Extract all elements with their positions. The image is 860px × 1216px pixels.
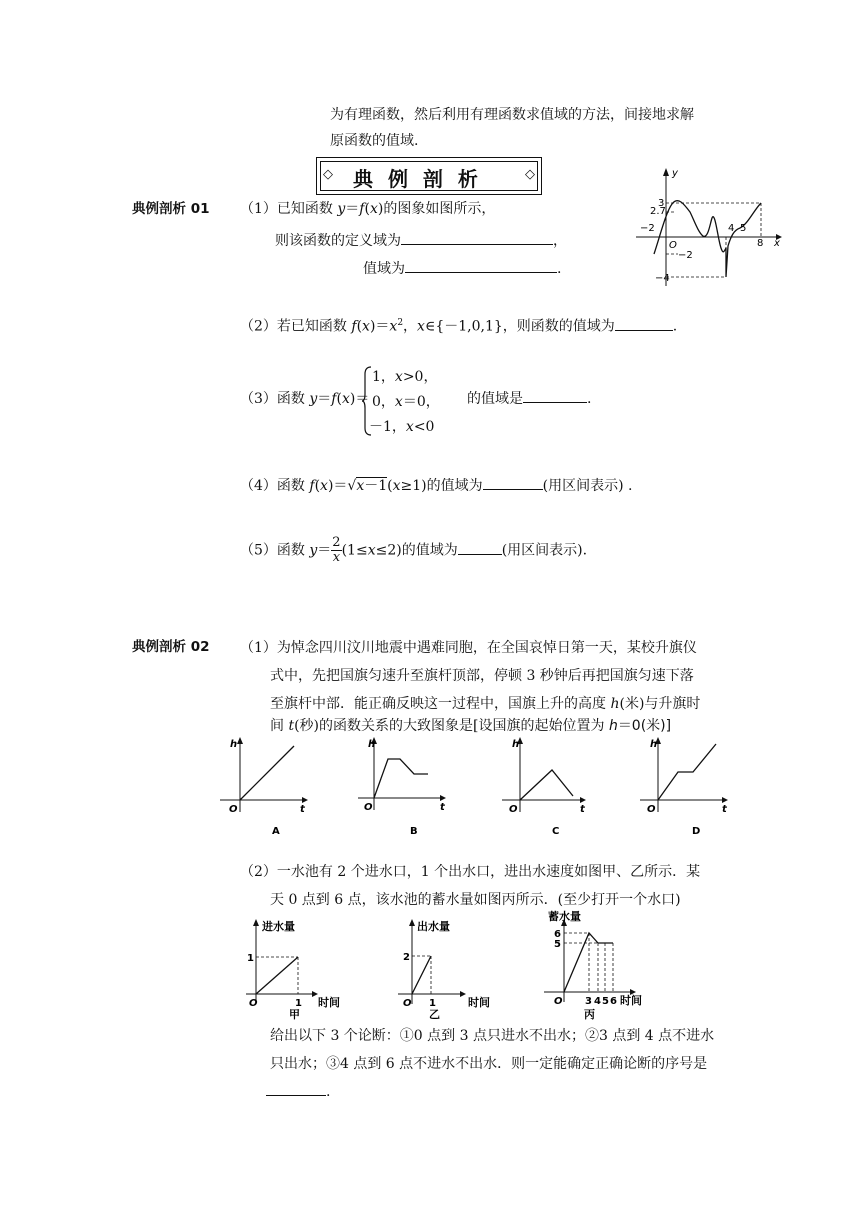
question-number: （4） bbox=[240, 478, 277, 494]
question-number: （5） bbox=[240, 542, 277, 559]
axis-label: t bbox=[722, 804, 727, 815]
origin-label: O bbox=[509, 804, 518, 815]
text: 已知函数 bbox=[276, 201, 338, 217]
ex01-q2: （2）若已知函数 $f(x)=x^2$，x∈{－1,0,1}，则函数的值域为 . bbox=[240, 310, 677, 340]
axis-label: t bbox=[300, 804, 305, 815]
axis-label: h bbox=[368, 739, 376, 750]
origin-label: O bbox=[229, 804, 238, 815]
answer-blank[interactable] bbox=[483, 473, 543, 490]
answer-blank[interactable] bbox=[405, 256, 557, 273]
axis-label: 出水量 bbox=[417, 920, 450, 933]
tick-label: −4 bbox=[655, 273, 670, 284]
denominator: x bbox=[332, 550, 341, 565]
diamond-icon: ◇ bbox=[525, 167, 535, 182]
text: ＝0(米)] bbox=[617, 718, 672, 734]
text: ≥1)的值域为 bbox=[400, 478, 483, 494]
tick-label: 5 bbox=[740, 223, 747, 234]
math-var: x bbox=[394, 394, 403, 410]
ex01-q4: （4）函数 f(x)＝√x－1(x≥1)的值域为 (用区间表示) . bbox=[240, 473, 632, 499]
math-op: ＝ bbox=[333, 478, 348, 494]
math-var: x bbox=[405, 419, 414, 435]
math-var: y bbox=[337, 201, 346, 217]
text: 的图象如图所示， bbox=[383, 201, 496, 217]
graph-bing bbox=[544, 910, 642, 1021]
math-var: f bbox=[359, 201, 365, 217]
text: . bbox=[672, 318, 678, 335]
math-var: x bbox=[356, 478, 365, 494]
graph-caption: 乙 bbox=[429, 1008, 440, 1021]
math-var: x bbox=[367, 542, 376, 559]
tick-label: −2 bbox=[640, 223, 655, 234]
tick-label: 8 bbox=[757, 238, 764, 249]
answer-blank[interactable] bbox=[523, 386, 587, 403]
ex01-q1-line2 bbox=[275, 228, 567, 254]
text: (用区间表示). bbox=[501, 542, 588, 559]
answer-blank[interactable] bbox=[266, 1079, 326, 1096]
math-var: x bbox=[417, 318, 425, 335]
ex02-q2-line4: 只出水；③4 点到 6 点不进水不出水．则一定能确定正确论断的序号是 bbox=[270, 1056, 708, 1072]
banner-title: 典 例 剖 析 bbox=[353, 167, 482, 191]
tick-label: 1 bbox=[247, 953, 254, 964]
function-graph-q1 bbox=[636, 166, 782, 288]
text: (1≤ bbox=[341, 542, 368, 559]
text: －1， bbox=[369, 419, 406, 435]
tick-label: 1 bbox=[295, 998, 302, 1009]
tick-label: −2 bbox=[678, 250, 693, 261]
piecewise-case-3 bbox=[369, 414, 434, 440]
ex01-q3-lead: （3）函数 y＝f(x)＝ bbox=[240, 391, 370, 407]
radicand bbox=[356, 477, 387, 494]
option-graph-d[interactable] bbox=[640, 737, 728, 837]
tick-label: 5 bbox=[554, 939, 561, 950]
question-number: （1） bbox=[240, 640, 277, 656]
origin-label: O bbox=[249, 998, 258, 1009]
text: (秒)的函数关系的大致图象是[设国旗的起始位置为 bbox=[294, 718, 609, 734]
axis-label: t bbox=[580, 804, 585, 815]
option-label: C bbox=[552, 826, 560, 837]
tick-label: 2.7 bbox=[650, 206, 666, 217]
math-var: h bbox=[608, 718, 618, 734]
question-number: （2） bbox=[240, 864, 277, 880]
example-label-01: 典例剖析 01 bbox=[132, 201, 210, 217]
option-graph-b[interactable] bbox=[358, 737, 446, 837]
text: . bbox=[326, 1084, 331, 1100]
text: 的值域是 bbox=[467, 391, 523, 407]
text: ， bbox=[553, 233, 567, 249]
text: 间 bbox=[270, 718, 289, 734]
ex02-q1-line1 bbox=[240, 634, 697, 662]
option-label: B bbox=[410, 826, 418, 837]
math-var: f bbox=[309, 478, 315, 494]
text: (米)与升旗时 bbox=[619, 696, 701, 712]
numerator: 2 bbox=[332, 535, 341, 550]
answer-blank[interactable] bbox=[615, 314, 673, 331]
tick-label: 6 bbox=[610, 996, 617, 1007]
water-graphs bbox=[240, 910, 680, 1022]
graph-caption: 甲 bbox=[289, 1008, 300, 1021]
diamond-icon: ◇ bbox=[323, 167, 333, 182]
math-var: y bbox=[309, 542, 318, 559]
text: <0 bbox=[413, 419, 435, 435]
axis-label: 时间 bbox=[620, 994, 642, 1007]
text: 则该函数的定义域为 bbox=[275, 233, 401, 249]
option-label: A bbox=[272, 826, 280, 837]
text: ， bbox=[403, 318, 418, 335]
math-var: t bbox=[288, 718, 295, 734]
ex01-q1-line1: （1）已知函数 y＝f(x)的图象如图所示， bbox=[240, 201, 496, 217]
origin-label: O bbox=[364, 802, 373, 813]
ex02-q2-line2: 天 0 点到 6 点，该水池的蓄水量如图丙所示．(至少打开一个水口) bbox=[270, 892, 681, 908]
math-op: ＝ bbox=[355, 391, 370, 407]
axis-label: 时间 bbox=[318, 996, 340, 1009]
intro-line-1: 为有理函数，然后利用有理函数求值域的方法，间接地求解 bbox=[330, 107, 694, 123]
axis-label: 进水量 bbox=[262, 920, 295, 933]
axis-label: t bbox=[440, 802, 445, 813]
ex01-q1-line3 bbox=[363, 256, 561, 282]
answer-blank[interactable] bbox=[458, 538, 502, 555]
text: . bbox=[587, 391, 592, 407]
math-var: h bbox=[610, 696, 620, 712]
text: 值域为 bbox=[363, 261, 405, 277]
math-var: f bbox=[331, 391, 337, 407]
tick-label: 1 bbox=[429, 998, 436, 1009]
origin-label: O bbox=[403, 998, 412, 1009]
fraction bbox=[331, 536, 341, 565]
text: 0， bbox=[372, 394, 395, 410]
question-number: （3） bbox=[240, 391, 277, 407]
piecewise-case-2 bbox=[372, 389, 440, 415]
graph-jia bbox=[246, 919, 340, 1021]
example-label-02: 典例剖析 02 bbox=[132, 639, 210, 655]
math-op: ＝ bbox=[375, 318, 390, 335]
axis-label: 时间 bbox=[468, 996, 490, 1009]
option-label: D bbox=[692, 826, 701, 837]
origin-label: O bbox=[669, 240, 677, 251]
text: (用区间表示) . bbox=[542, 478, 633, 494]
tick-label: 4 bbox=[594, 996, 601, 1007]
ex02-q2-line3: 给出以下 3 个论断：①0 点到 3 点只进水不出水；②3 点到 4 点不进水 bbox=[270, 1028, 715, 1044]
ex01-q5 bbox=[240, 536, 587, 565]
ex02-q2-line5 bbox=[266, 1078, 330, 1106]
origin-label: O bbox=[554, 996, 563, 1007]
axis-label: h bbox=[512, 739, 520, 750]
math-var: y bbox=[309, 391, 318, 407]
math-var: x bbox=[341, 391, 350, 407]
math-op: ＝ bbox=[317, 542, 332, 559]
intro-line-2: 原函数的值域. bbox=[330, 133, 419, 149]
axis-label: 蓄水量 bbox=[548, 910, 581, 923]
math-var: x bbox=[320, 478, 328, 494]
math-var: f bbox=[351, 318, 357, 335]
axis-label: y bbox=[672, 168, 678, 179]
text: >0， bbox=[402, 369, 438, 385]
sqrt-icon: √ bbox=[347, 478, 357, 494]
text: 至旗杆中部．能正确反映这一过程中，国旗上升的高度 bbox=[270, 696, 611, 712]
text: 1， bbox=[372, 369, 395, 385]
tick-label: 4 bbox=[728, 223, 735, 234]
question-number: （2） bbox=[240, 318, 277, 335]
math-var: x bbox=[389, 318, 398, 335]
graph-caption: 丙 bbox=[584, 1008, 595, 1021]
piecewise-case-1 bbox=[372, 364, 437, 390]
tick-label: 2 bbox=[403, 952, 410, 963]
ex01-q3-tail bbox=[467, 386, 591, 412]
text: ∈{－1,0,1}，则函数的值域为 bbox=[424, 318, 615, 335]
math-var: x bbox=[392, 478, 401, 494]
ex02-q2-line1 bbox=[240, 858, 700, 886]
math-var: x bbox=[362, 318, 370, 335]
section-banner bbox=[316, 157, 542, 195]
options-graphs bbox=[212, 734, 742, 840]
axis-label: h bbox=[230, 739, 238, 750]
text: 一水池有 2 个进水口，1 个出水口，进出水速度如图甲、乙所示．某 bbox=[276, 864, 701, 880]
tick-label: 5 bbox=[602, 996, 609, 1007]
origin-label: O bbox=[647, 804, 656, 815]
exponent: 2 bbox=[397, 318, 404, 328]
option-graph-c[interactable] bbox=[502, 737, 586, 837]
axis-label: x bbox=[774, 238, 780, 249]
axis-label: h bbox=[650, 739, 658, 750]
text: . bbox=[557, 261, 562, 277]
text: 函数 bbox=[276, 478, 310, 494]
tick-label: 3 bbox=[658, 198, 665, 209]
option-graph-a[interactable] bbox=[220, 737, 308, 837]
text: ≤2)的值域为 bbox=[375, 542, 458, 559]
math-var: x bbox=[394, 369, 403, 385]
text: 若已知函数 bbox=[276, 318, 352, 335]
text: 为悼念四川汶川地震中遇难同胞，在全国哀悼日第一天，某校升旗仪 bbox=[276, 640, 697, 656]
graph-yi bbox=[398, 919, 490, 1021]
tick-label: 3 bbox=[585, 996, 592, 1007]
text: 函数 bbox=[276, 542, 310, 559]
text: 函数 bbox=[276, 391, 310, 407]
math-op: ＝ bbox=[345, 201, 360, 217]
math-var: x bbox=[369, 201, 378, 217]
text: －1 bbox=[364, 478, 388, 494]
answer-blank[interactable] bbox=[401, 228, 553, 245]
text: ＝0， bbox=[402, 394, 440, 410]
tick-label: 6 bbox=[554, 929, 561, 940]
math-op: ＝ bbox=[317, 391, 332, 407]
ex02-q1-line2: 式中，先把国旗匀速升至旗杆顶部，停顿 3 秒钟后再把国旗匀速下落 bbox=[270, 668, 694, 684]
question-number: （1） bbox=[240, 201, 277, 217]
